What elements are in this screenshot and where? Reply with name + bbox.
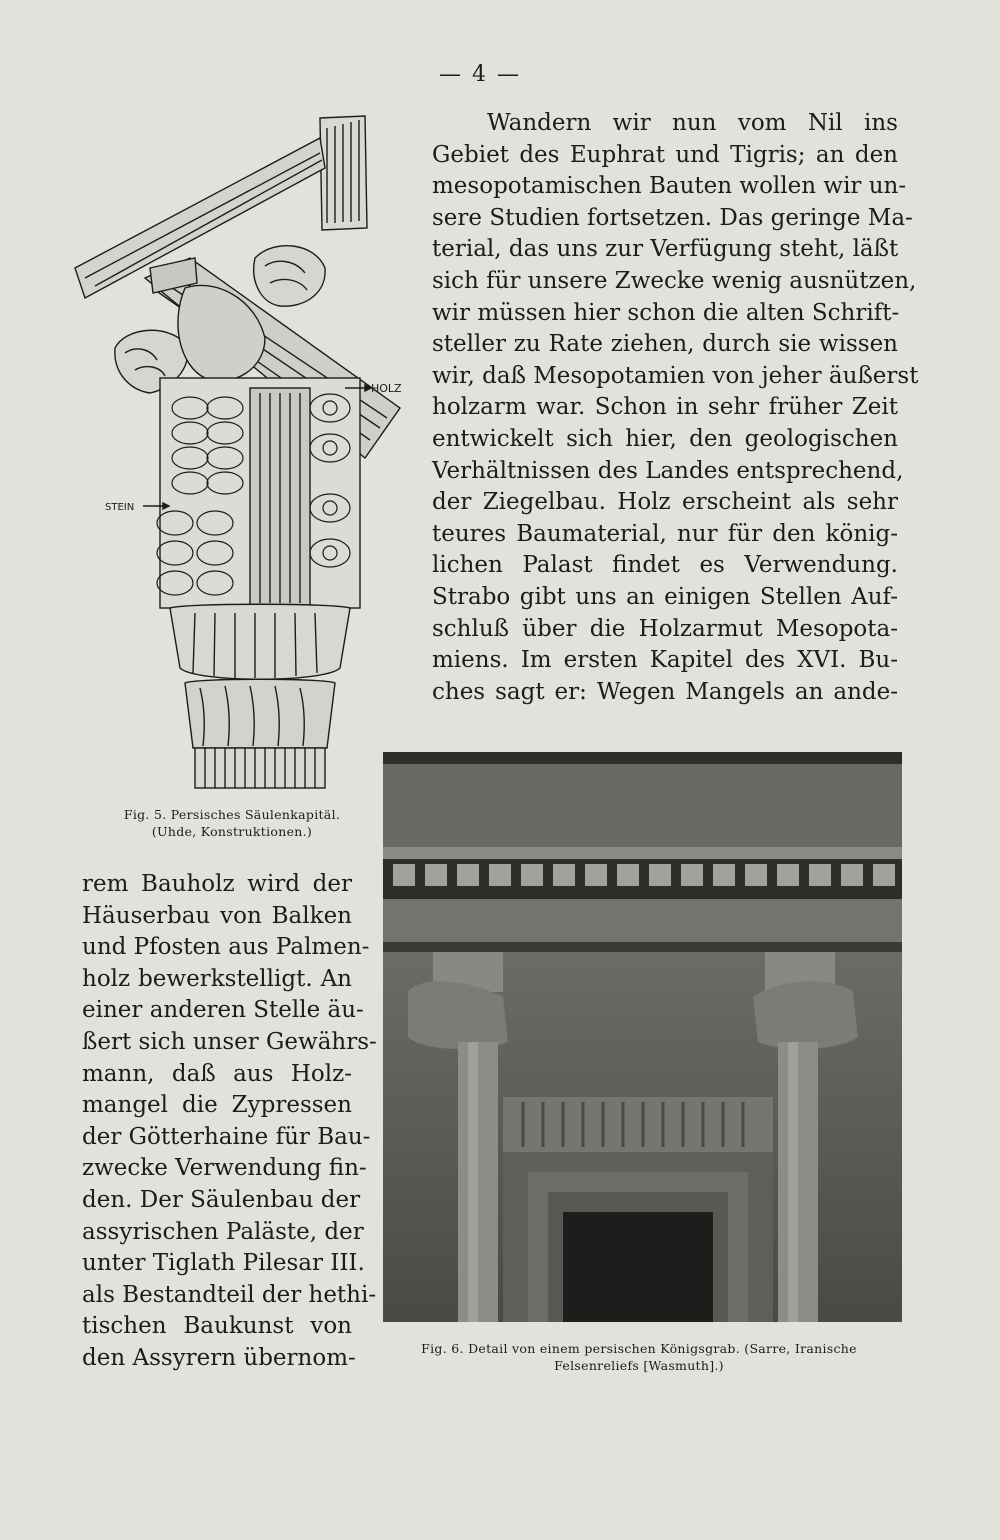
text-line: terial, das uns zur Verfügung steht, läßt — [432, 236, 899, 263]
text-line: einer anderen Stelle äu- — [82, 997, 364, 1024]
text-line: teures Baumaterial, nur für den könig- — [432, 520, 898, 547]
text-line: holzarm war. Schon in sehr früher Zeit — [432, 394, 898, 421]
text-line: assyrischen Paläste, der — [82, 1218, 364, 1245]
text-line: ches sagt er: Wegen Mangels an ande- — [432, 678, 898, 705]
text-line: den. Der Säulenbau der — [82, 1186, 361, 1213]
right-column-text — [432, 108, 919, 708]
figure5-caption-line: (Uhde, Konstruktionen.) — [151, 824, 313, 839]
text-line: holz bewerkstelligt. An — [82, 965, 352, 992]
text-line: Gebiet des Euphrat und Tigris; an den — [432, 141, 898, 168]
text-line: mann, daß aus Holz- — [82, 1060, 352, 1087]
figure6-caption-line: Fig. 6. Detail von einem persischen Königsgrab. (Sarre, Iranische — [421, 1341, 857, 1356]
text-line: wir, daß Mesopotamien von jeher äußerst — [432, 362, 919, 389]
text-line: der Götterhaine für Bau- — [82, 1123, 371, 1150]
label-stein: STEIN — [105, 502, 135, 513]
text-line: den Assyrern übernom- — [82, 1344, 356, 1371]
text-line: mesopotamischen Bauten wollen wir un- — [432, 173, 907, 200]
text-line: entwickelt sich hier, den geologischen — [432, 425, 898, 452]
text-line: schluß über die Holzarmut Mesopota- — [432, 615, 898, 642]
text-line: wir müssen hier schon die alten Schrift- — [432, 299, 900, 326]
text-line: Häuserbau von Balken — [82, 902, 352, 929]
text-line: steller zu Rate ziehen, durch sie wissen — [432, 331, 898, 358]
left-column-text — [82, 869, 377, 1375]
text-line: lichen Palast findet es Verwendung. — [432, 552, 898, 579]
figure6-caption — [378, 1340, 900, 1374]
text-line: als Bestandteil der hethi- — [82, 1281, 377, 1308]
text-line: sere Studien fortsetzen. Das geringe Ma- — [432, 204, 913, 231]
text-line: Verhältnissen des Landes entsprechend, — [432, 457, 904, 484]
text-line: zwecke Verwendung fin- — [82, 1155, 367, 1182]
text-line: sich für unsere Zwecke wenig ausnützen, — [432, 267, 917, 294]
text-line: ßert sich unser Gewährs- — [82, 1028, 377, 1055]
figure6-caption-line: Felsenreliefs [Wasmuth].) — [554, 1358, 724, 1373]
text-line: Wandern wir nun vom Nil ins — [487, 110, 898, 136]
text-line: Strabo gibt uns an einigen Stellen Auf- — [432, 583, 898, 610]
figure5-caption-line: Fig. 5. Persisches Säulenkapitäl. — [123, 807, 341, 822]
royal-tomb-photo — [383, 752, 902, 1322]
page-number: — 4 — — [439, 62, 521, 87]
text-line: der Ziegelbau. Holz erscheint als sehr — [432, 489, 898, 516]
text-line: mangel die Zypressen — [82, 1092, 352, 1119]
text-line: rem Bauholz wird der — [82, 871, 352, 897]
figure5-caption — [92, 806, 372, 840]
column-capital-drawing — [65, 108, 410, 798]
text-line: tischen Baukunst von — [82, 1313, 352, 1340]
text-line: miens. Im ersten Kapitel des XVI. Bu- — [432, 647, 898, 674]
label-holz: HOLZ — [371, 382, 402, 395]
text-line: und Pfosten aus Palmen- — [82, 934, 370, 961]
text-line: unter Tiglath Pilesar III. — [82, 1250, 365, 1277]
